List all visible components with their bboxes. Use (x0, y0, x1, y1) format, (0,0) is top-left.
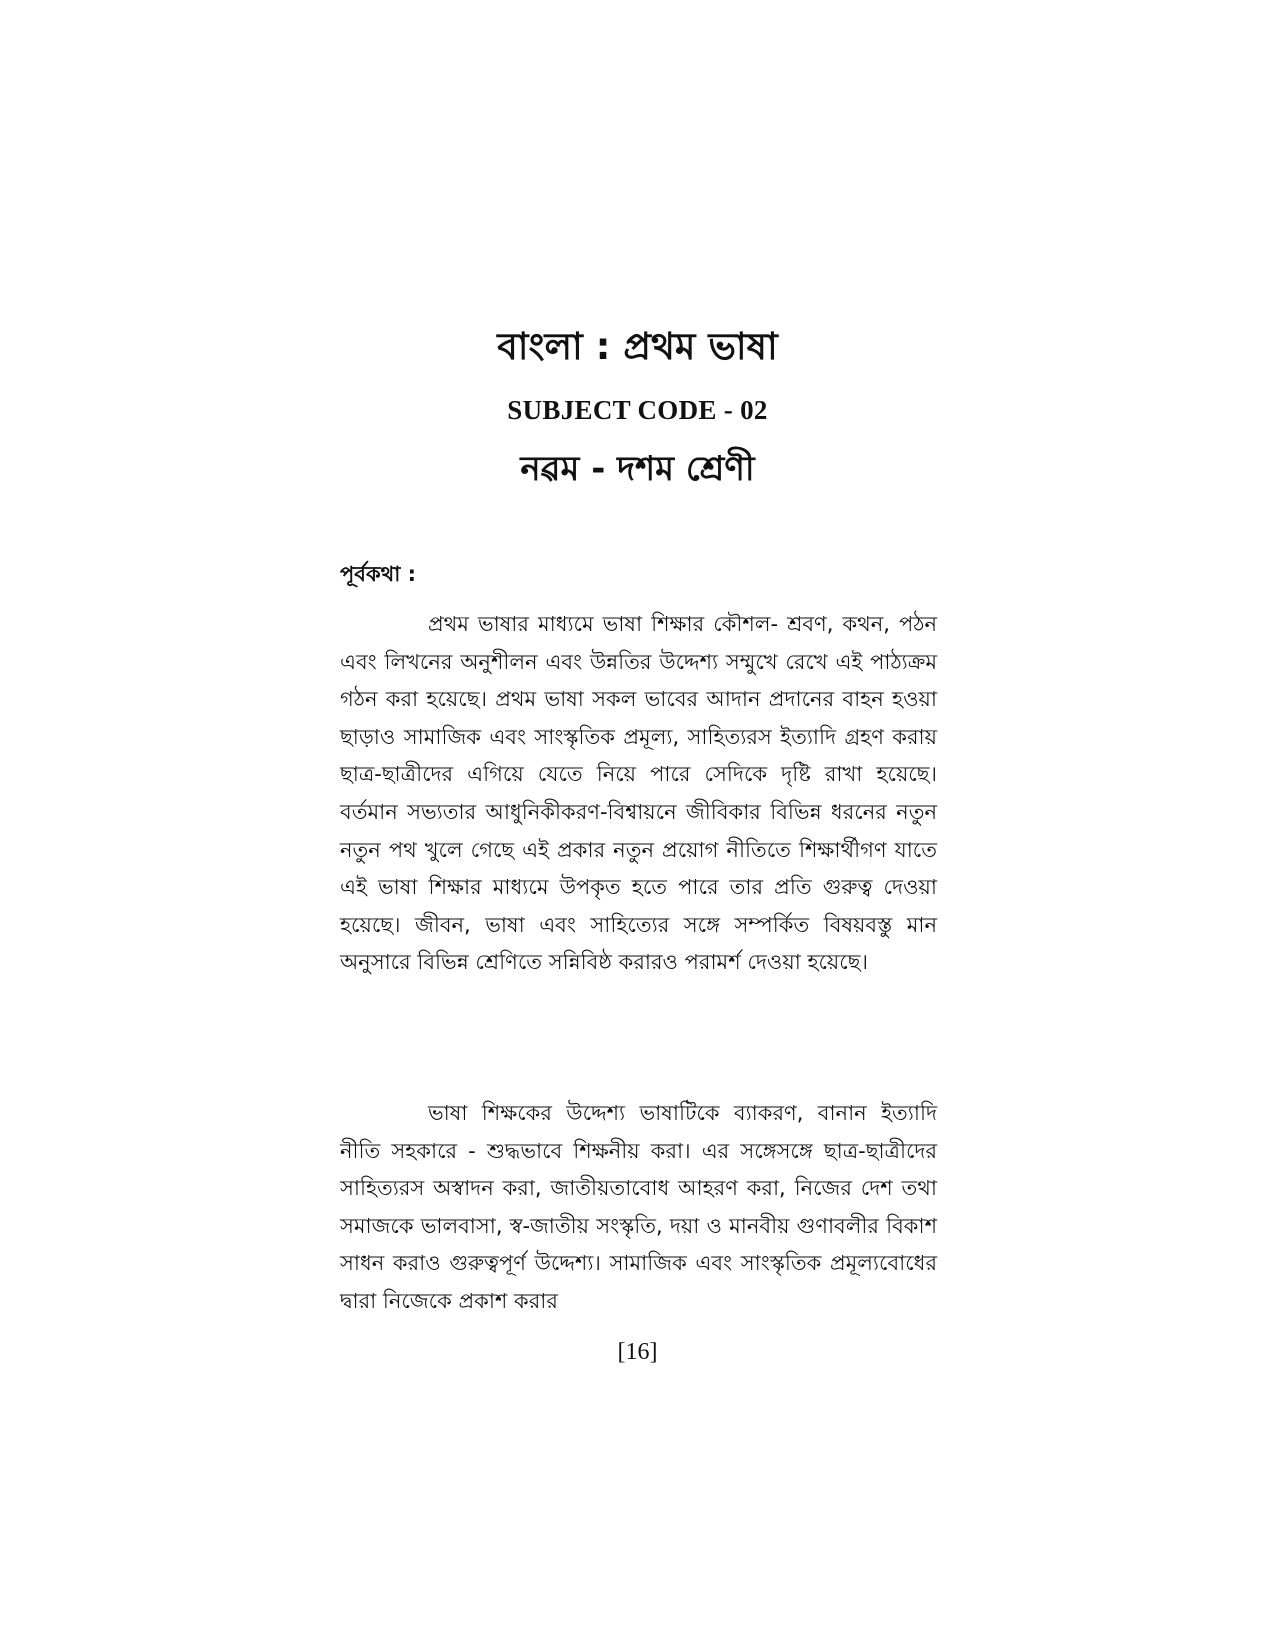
paragraph-1: প্রথম ভাষার মাধ্যমে ভাষা শিক্ষার কৌশল- শ্রবণ, কথন, পঠন এবং লিখনের অনুশীলন এবং উন্নতির উদ্দেশ্য সম্মুখে রেখে এই পাঠ্যক্রম গঠন করা হয়েছে। প্রথম ভাষা সকল ভাবের আদান প্রদানের বাহন হওয়া ছাড়াও সামাজিক এবং সাংস্কৃতিক প্রমূল্য, সাহিত্যরস ইত্যাদি গ্রহণ করায় ছাত্র-ছাত্রীদের এগিয়ে যেতে নিয়ে পারে সেদিকে দৃষ্টি রাখা হয়েছে। বর্তমান সভ্যতার আধুনিকীকরণ-বিশ্বায়নে জীবিকার বিভিন্ন ধরনের নতুন নতুন পথ খুলে গেছে এই প্রকার নতুন প্রয়োগ নীতিতে শিক্ষার্থীগণ যাতে এই ভাষা শিক্ষার মাধ্যমে উপকৃত হতে পারে তার প্রতি গুরুত্ব দেওয়া হয়েছে। জীবন, ভাষা এবং সাহিত্যের সঙ্গে সম্পর্কিত বিষয়বস্তু মান অনুসারে বিভিন্ন শ্রেণিতে সন্নিবিষ্ঠ করারও পরামর্শ দেওয়া হয়েছে। (340, 612, 937, 975)
grade-heading: নৱম - দশম শ্রেণী (520, 449, 755, 489)
page-title: বাংলা : প্রথম ভাষা (497, 325, 778, 368)
subject-code: SUBJECT CODE - 02 (507, 395, 768, 425)
paragraph-2: ভাষা শিক্ষকের উদ্দেশ্য ভাষাটিকে ব্যাকরণ, বানান ইত্যাদি নীতি সহকারে - শুদ্ধভাবে শিক্ষনীয় করা। এর সঙ্গেসঙ্গে ছাত্র-ছাত্রীদের সাহিত্যরস অস্বাদন করা, জাতীয়তাবোধ আহরণ করা, নিজের দেশ তথা সমাজকে ভালবাসা, স্ব-জাতীয় সংস্কৃতি, দয়া ও মানবীয় গুণাবলীর বিকাশ সাধন করাও গুরুত্বপূর্ণ উদ্দেশ্য। সামাজিক এবং সাংস্কৃতিক প্রমূল্যবোধের দ্বারা নিজেকে প্রকাশ করার (340, 1101, 937, 1313)
page-number: [16] (617, 1339, 658, 1365)
section-heading: পূর্বকথা : (340, 562, 417, 586)
